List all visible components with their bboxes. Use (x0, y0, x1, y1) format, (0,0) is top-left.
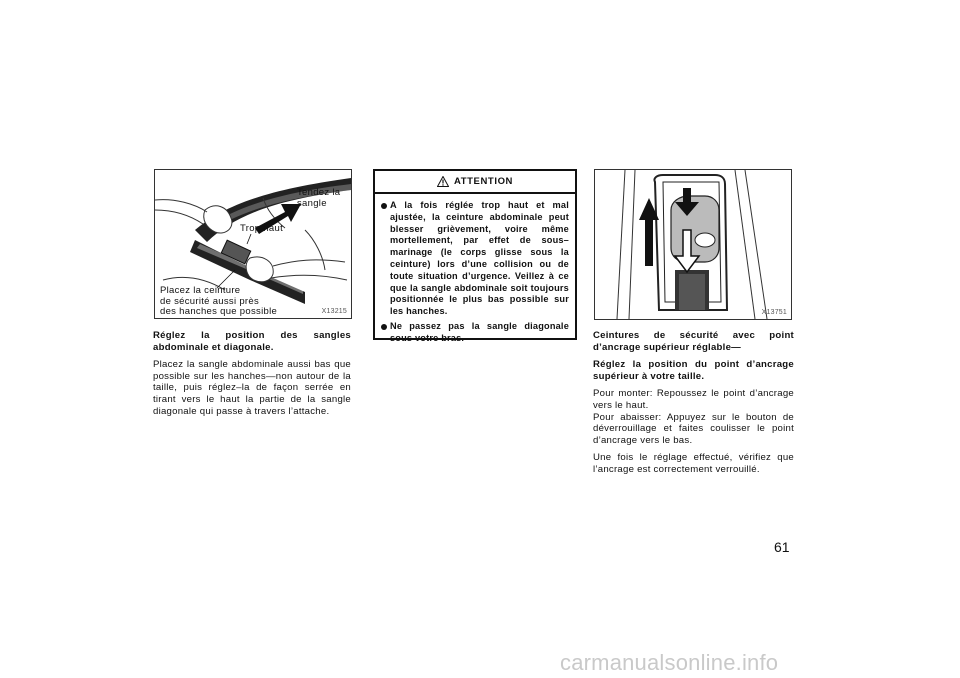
attention-title: ATTENTION (453, 176, 514, 187)
callout-tighten-strap: Tendez la sangle (297, 187, 341, 209)
attention-item: Ne passez pas la sangle diagonale sous votre bras. (381, 321, 569, 345)
page-number: 61 (774, 539, 790, 555)
bullet-icon (381, 324, 387, 330)
figure-code: X13751 (761, 309, 787, 316)
attention-header (375, 171, 575, 194)
section-heading: Réglez la position des sangles abdominale et diagonale. (153, 330, 351, 353)
paragraph: Une fois le réglage effectué, vérifiez que l’ancrage est correctement verrouillé. (593, 452, 794, 475)
callout-too-high: Trop haut (240, 223, 284, 234)
subsection-heading: Réglez la position du point d’ancrage supérieur à votre taille. (593, 359, 794, 382)
anchor-drawing (595, 170, 791, 319)
paragraph: Placez la sangle abdominale aussi bas que possible sur les hanches—non autour de la taille, puis réglez–la de façon serrée en tirant vers le haut la partie de la sangle diagonale qui passe à travers l’attache. (153, 359, 351, 417)
anchor-illustration (594, 169, 792, 320)
bullet-icon (381, 203, 387, 209)
warning-triangle-icon (437, 176, 449, 187)
seatbelt-illustration (154, 169, 352, 319)
figure-code: X13215 (321, 308, 347, 315)
left-column (153, 330, 351, 423)
callout-place-belt-low: Placez la ceinture de sécurité aussi près des hanches que possible (160, 285, 278, 317)
attention-list (381, 200, 569, 345)
watermark: carmanualsonline.info (560, 650, 779, 675)
attention-box (373, 169, 577, 343)
paragraph: Pour monter: Repoussez le point d’ancrage vers le haut. Pour abaisser: Appuyez sur le bouton de déverrouillage et faites coulisser le point d’ancrage vers le bas. (593, 388, 794, 446)
right-column (593, 330, 794, 482)
section-heading: Ceintures de sécurité avec point d’ancrage supérieur réglable— (593, 330, 794, 353)
attention-item: A la fois réglée trop haut et mal ajustée, la ceinture abdominale peut blesser grièvement, voire même mortellement, par effet de sous–marinage (le corps glisse sous la ceinture) lors d’une collision ou de toute situation d’urgence. Veillez à ce que la sangle abdominale soit toujours positionnée le plus bas possible sur les hanches. (381, 200, 569, 318)
